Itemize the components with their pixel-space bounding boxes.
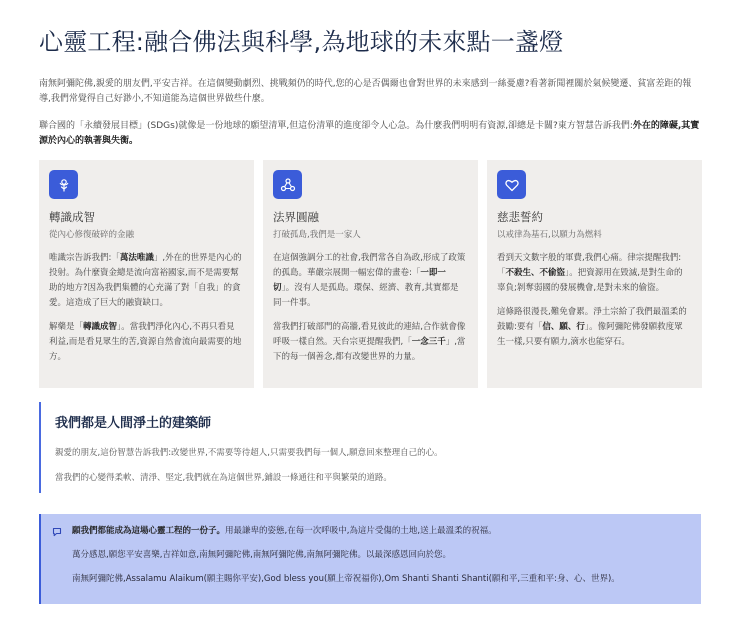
lotus-icon bbox=[49, 170, 78, 199]
card-paragraph: 這條路很漫長,難免會累。淨土宗給了我們最溫柔的鼓勵:要有「信、願、行」。像阿彌陀佛發願救度眾生一樣,只要有願力,滴水也能穿石。 bbox=[497, 307, 687, 347]
page-title: 心靈工程:融合佛法與科學,為地球的未來點一盞燈 bbox=[39, 28, 564, 56]
section-paragraph: 當我們的心變得柔軟、清淨、堅定,我們就在為這個世界,鋪設一條通往和平與繁榮的道路。 bbox=[55, 473, 392, 483]
blessing-paragraph: 萬分感恩,願您平安喜樂,吉祥如意,南無阿彌陀佛,南無阿彌陀佛,南無阿彌陀佛。以最深感恩回向於您。 bbox=[72, 550, 452, 560]
card-transform-consciousness bbox=[39, 160, 254, 388]
comment-icon bbox=[52, 527, 62, 537]
card-paragraph: 在這個強調分工的社會,我們常各自為政,形成了政策的孤島。華嚴宗展開一幅宏偉的畫卷:「一即一切」。沒有人是孤島。環保、經濟、教育,其實都是同一件事。 bbox=[273, 253, 466, 308]
intro-paragraph-sdgs bbox=[39, 119, 703, 149]
card-paragraph: 看到天文數字般的軍費,我們心痛。律宗提醒我們:「不殺生、不偷盜」。把資源用在毀滅,是對生命的辜負;剝奪弱國的發展機會,是對未來的偷盜。 bbox=[497, 253, 683, 293]
blessing-callout bbox=[39, 514, 701, 604]
section-title: 我們都是人間淨土的建築師 bbox=[55, 416, 212, 431]
card-paragraph: 解藥是「轉識成智」。當我們淨化內心,不再只看見利益,而是看見眾生的苦,資源自然會流向最需要的地方。 bbox=[49, 322, 242, 362]
card-paragraph: 唯識宗告訴我們:「萬法唯識」,外在的世界是內心的投射。為什麼資金總是流向富裕國家,而不是需要幫助的地方?因為我們集體的心充滿了對「自我」的貪愛。這造成了巨大的融資缺口。 bbox=[49, 253, 242, 308]
network-icon bbox=[273, 170, 302, 199]
card-title: 法界圓融 bbox=[273, 210, 319, 224]
blessing-paragraph: 願我們都能成為這場心靈工程的一份子。用最謙卑的姿態,在每一次呼吸中,為這片受傷的土地,送上最溫柔的祝福。 bbox=[72, 526, 497, 536]
card-subtitle: 以戒律為基石,以願力為燃料 bbox=[497, 230, 602, 240]
card-subtitle: 從內心修復破碎的金融 bbox=[49, 230, 135, 240]
builders-section bbox=[39, 402, 459, 493]
section-paragraph: 親愛的朋友,這份智慧告訴我們:改變世界,不需要等待超人,只需要我們每一個人,願意回來整理自己的心。 bbox=[55, 448, 443, 458]
intro-paragraph: 南無阿彌陀佛,親愛的朋友們,平安吉祥。在這個變動劇烈、挑戰頻仍的時代,您的心是否偶爾也會對世界的未來感到一絲憂慮?看著新聞裡關於氣候變遷、貧富差距的報導,我們常覺得自己好渺小,不知道能為這個世界做些什麼。 bbox=[39, 79, 692, 104]
card-title: 轉識成智 bbox=[49, 210, 95, 224]
heart-icon bbox=[497, 170, 526, 199]
intro-sdgs-emphasis: 外在的障礙,其實源於內心的執著與失衡。 bbox=[39, 121, 700, 146]
card-title: 慈悲誓約 bbox=[497, 210, 543, 224]
blessing-paragraph: 南無阿彌陀佛,Assalamu Alaikum(願主賜你平安),God bless you(願上帝祝福你),Om Shanti Shanti Shanti(願和平,三重和平:身、心、世界)。 bbox=[72, 574, 620, 584]
card-subtitle: 打破孤島,我們是一家人 bbox=[273, 230, 361, 240]
intro-sdgs-text: 聯合國的「永續發展目標」(SDGs)就像是一份地球的願望清單,但這份清單的進度卻令人心急。為什麼我們明明有資源,卻總是卡關?東方智慧告訴我們: bbox=[39, 121, 633, 131]
card-paragraph: 當我們打破部門的高牆,看見彼此的連結,合作就會像呼吸一樣自然。天台宗更提醒我們,「一念三千」,當下的每一個善念,都有改變世界的力量。 bbox=[273, 322, 466, 362]
card-compassion-vow bbox=[487, 160, 702, 388]
principle-cards bbox=[39, 160, 701, 388]
card-dharma-realm bbox=[263, 160, 478, 388]
